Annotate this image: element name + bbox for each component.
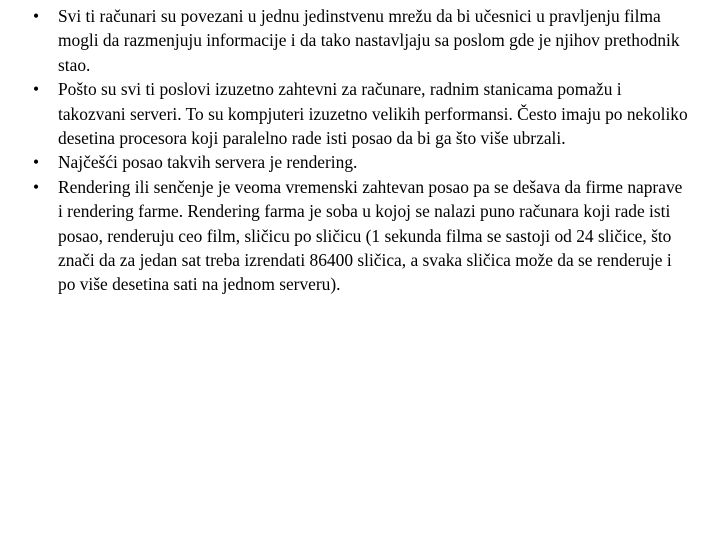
- bullet-text: Svi ti računari su povezani u jednu jedinstvenu mrežu da bi učesnici u pravljenju filma mogli da razmenjuju informacije i da tako nastavljaju sa poslom gde je njihov prethodnik stao.: [58, 6, 680, 75]
- bullet-text: Najčešći posao takvih servera je rendering.: [58, 152, 358, 173]
- bullet-dot-icon: •: [32, 152, 40, 173]
- bullet-item: [30, 150, 690, 174]
- bullet-dot-icon: •: [32, 6, 40, 26]
- bullet-text: Pošto su svi ti poslovi izuzetno zahtevni za računare, radnim stanicama pomažu i takozvani serveri. To su kompjuteri izuzetno velikih performansi. Često imaju po nekoliko desetina procesora koji paralelno rade isti posao da bi ga što više ubrzali.: [58, 79, 688, 149]
- bullet-dot-icon: •: [32, 176, 40, 197]
- bullet-text: Rendering ili senčenje je veoma vremenski zahtevan posao pa se dešava da firme naprave i rendering farme. Rendering farma je soba u kojoj se nalazi puno računara koji rade isti posao, renderuju ceo film, sličicu po sličicu (1 sekunda filma se sastoji od 24 sličice, što znači da za jedan sat treba izrendati 86400 sličica, a svaka sličica može da se renderuje i po više desetina sati na jednom serveru).: [58, 176, 683, 295]
- bullet-item: [30, 77, 690, 150]
- bullet-dot-icon: •: [32, 79, 40, 100]
- bullet-item: [30, 4, 690, 77]
- bullet-item: [30, 175, 690, 297]
- bullet-list: [30, 4, 690, 297]
